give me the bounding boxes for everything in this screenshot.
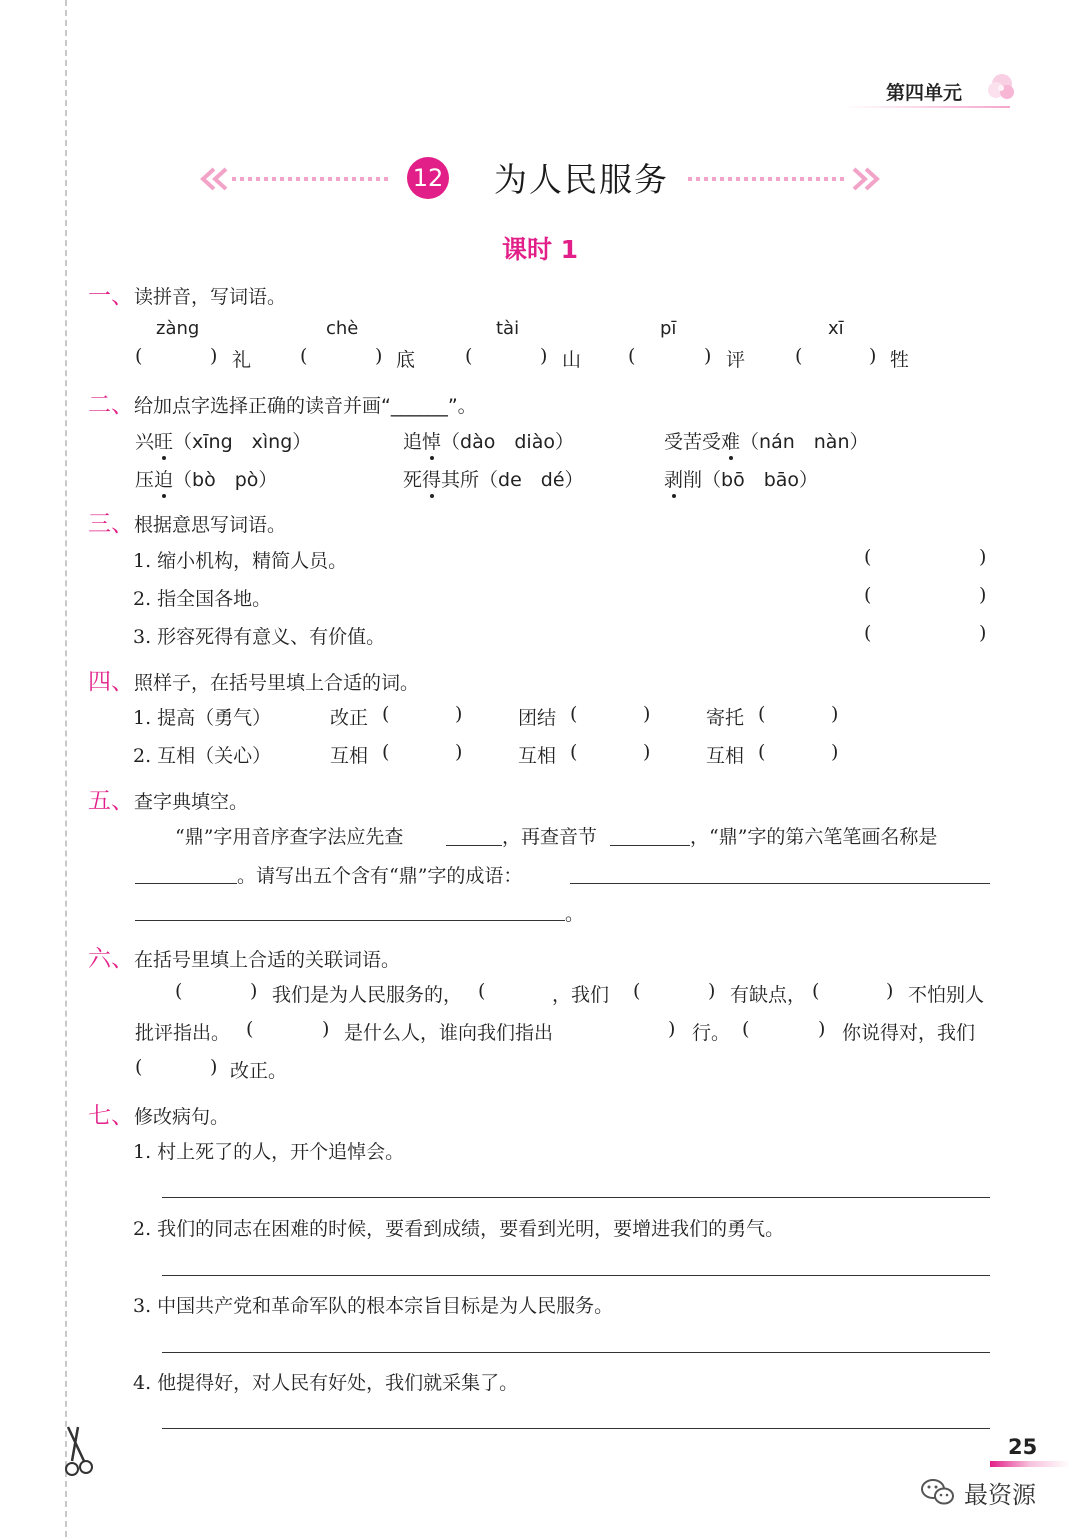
- pinyin: chè: [326, 318, 359, 339]
- section-number: 一、: [88, 283, 134, 309]
- section-4-heading: [88, 663, 419, 696]
- watermark: [920, 1473, 1060, 1513]
- section-number: 六、: [88, 946, 134, 972]
- paren-open: (: [758, 741, 766, 763]
- paren-close: ): [540, 345, 548, 367]
- paren-open: (: [742, 1018, 750, 1040]
- dotted-char: 迫: [154, 465, 173, 492]
- pinyin: xī: [828, 318, 844, 339]
- paren-close: ): [210, 345, 218, 367]
- page-number-bar: [990, 1461, 1070, 1467]
- fill-text: ，再查音节: [502, 826, 598, 848]
- pinyin-options: （de dé）: [479, 469, 584, 491]
- section-title: 读拼音，写词语。: [134, 286, 287, 308]
- answer-blank[interactable]: [135, 920, 565, 921]
- paren-close: ): [210, 1056, 218, 1078]
- paren-close: ): [250, 980, 258, 1002]
- pinyin: zàng: [156, 318, 200, 339]
- meaning-item: 1. 缩小机构，精简人员。: [133, 550, 348, 572]
- paren-close: ): [708, 980, 716, 1002]
- section-3-heading: [88, 505, 286, 538]
- section-number: 三、: [88, 511, 134, 537]
- section-number: 五、: [88, 788, 134, 814]
- paren-open: (: [478, 980, 486, 1002]
- lesson-title-row: [0, 150, 1080, 206]
- dotted-char: 旺: [154, 427, 173, 454]
- word-char: 底: [396, 349, 416, 371]
- paren-open: (: [246, 1018, 254, 1040]
- arrow-left-icon: [200, 166, 395, 192]
- section-title: 根据意思写词语。: [134, 514, 287, 536]
- section-2-heading: [88, 386, 477, 419]
- page-number: 25: [1008, 1435, 1038, 1459]
- paren-open: (: [175, 980, 183, 1002]
- paren-close: ): [979, 622, 987, 644]
- arrow-right-icon: [685, 166, 880, 192]
- faulty-sentence: 4. 他提得好，对人民有好处，我们就采集了。: [133, 1372, 519, 1394]
- paren-open: (: [795, 345, 803, 367]
- pronunciation-item: 剥削（bō bāo）: [664, 465, 818, 492]
- paren-open: (: [465, 345, 473, 367]
- paren-close: ): [455, 703, 463, 725]
- word-char: 评: [726, 349, 746, 371]
- section-number: 二、: [88, 392, 134, 418]
- paren-open: (: [300, 345, 308, 367]
- fill-word: 互相: [330, 745, 369, 767]
- dotted-char: 得: [422, 465, 441, 492]
- fill-word: 互相: [518, 745, 557, 767]
- pinyin-options: （bō bāo）: [702, 469, 819, 491]
- scissors-icon: [62, 1425, 102, 1480]
- meaning-item: 2. 指全国各地。: [133, 588, 272, 610]
- pronunciation-item: 压迫（bò pò）: [135, 465, 277, 492]
- fill-word: 团结: [518, 707, 557, 729]
- wechat-icon: [920, 1477, 956, 1507]
- answer-blank[interactable]: [610, 845, 690, 846]
- dotted-char: 剥: [664, 465, 683, 492]
- meaning-item: 3. 形容死得有意义、有价值。: [133, 626, 386, 648]
- pinyin: tài: [496, 318, 520, 339]
- paren-close: ): [818, 1018, 826, 1040]
- passage-text: 行。: [692, 1022, 731, 1044]
- paren-close: ): [322, 1018, 330, 1040]
- answer-line[interactable]: [162, 1352, 990, 1353]
- pinyin-options: （bò pò）: [173, 469, 278, 491]
- paren-close: ): [886, 980, 894, 1002]
- fill-word: 改正: [330, 707, 369, 729]
- dotted-char: 难: [721, 427, 740, 454]
- paren-open: (: [633, 980, 641, 1002]
- pronunciation-item: 死得其所（de dé）: [403, 465, 584, 492]
- paren-open: (: [570, 741, 578, 763]
- pinyin-options: （dào diào）: [441, 431, 574, 453]
- example-phrase: 1. 提高（勇气）: [133, 707, 272, 729]
- paren-close: ): [979, 546, 987, 568]
- paren-open: (: [628, 345, 636, 367]
- paren-close: ): [455, 741, 463, 763]
- section-number: 四、: [88, 669, 134, 695]
- unit-tag: [840, 70, 1020, 115]
- section-number: 七、: [88, 1103, 134, 1129]
- faulty-sentence: 1. 村上死了的人，开个追悼会。: [133, 1141, 405, 1163]
- paren-close: ): [375, 345, 383, 367]
- faulty-sentence: 2. 我们的同志在困难的时候，要看到成绩，要看到光明，要增进我们的勇气。: [133, 1218, 785, 1240]
- passage-text: 有缺点，: [730, 984, 807, 1006]
- section-title: 在括号里填上合适的关联词语。: [134, 949, 401, 971]
- section-title: 照样子，在括号里填上合适的词。: [134, 672, 420, 694]
- passage-text: ，我们: [552, 984, 610, 1006]
- passage-text: 不怕别人: [908, 984, 985, 1006]
- fill-word: 寄托: [706, 707, 745, 729]
- fill-text: ，“鼎”字的第六笔笔画名称是: [690, 826, 938, 848]
- paren-open: (: [135, 1056, 143, 1078]
- passage-text: 你说得对，我们: [842, 1022, 976, 1044]
- period-heading: 课时 1: [501, 235, 579, 264]
- fill-text: 。请写出五个含有“鼎”字的成语：: [237, 865, 523, 887]
- passage-text: 是什么人，谁向我们指出: [344, 1022, 554, 1044]
- unit-label: 第四单元: [886, 82, 963, 104]
- word-char: 礼: [232, 349, 252, 371]
- pronunciation-item: 受苦受难（nán nàn）: [664, 427, 869, 454]
- answer-line[interactable]: [162, 1275, 990, 1276]
- section-6-heading: [88, 940, 400, 973]
- watermark-text: 最资源: [964, 1481, 1036, 1509]
- pinyin-options: （xīng xìng）: [173, 431, 312, 453]
- fill-word: 互相: [706, 745, 745, 767]
- paren-close: ): [704, 345, 712, 367]
- pronunciation-item: 追悼（dào diào）: [403, 427, 574, 454]
- paren-open: (: [864, 584, 872, 606]
- paren-close: ): [831, 703, 839, 725]
- faulty-sentence: 3. 中国共产党和革命军队的根本宗旨目标是为人民服务。: [133, 1295, 614, 1317]
- section-5-heading: [88, 782, 248, 815]
- fill-text: “鼎”字用音序查字法应先查: [175, 826, 404, 848]
- paren-open: (: [864, 546, 872, 568]
- section-title: 给加点字选择正确的读音并画“______”。: [134, 395, 477, 417]
- paren-close: ): [869, 345, 877, 367]
- paren-close: ): [643, 741, 651, 763]
- fill-text: 。: [565, 903, 585, 925]
- word-char: 牲: [890, 349, 910, 371]
- answer-line[interactable]: [162, 1428, 990, 1429]
- section-1-heading: [88, 277, 286, 310]
- answer-blank[interactable]: [570, 883, 990, 884]
- paren-close: ): [643, 703, 651, 725]
- section-7-heading: [88, 1097, 229, 1130]
- paren-open: (: [812, 980, 820, 1002]
- paren-open: (: [758, 703, 766, 725]
- paren-close: ): [979, 584, 987, 606]
- paren-close: ): [668, 1018, 676, 1040]
- section-title: 修改病句。: [134, 1106, 230, 1128]
- passage-text: 改正。: [230, 1060, 288, 1082]
- dotted-char: 悼: [422, 427, 441, 454]
- paren-open: (: [570, 703, 578, 725]
- word-char: 山: [562, 349, 582, 371]
- paren-open: (: [864, 622, 872, 644]
- paren-open: (: [135, 345, 143, 367]
- flower-icon: [980, 70, 1020, 110]
- lesson-title: 为人民服务: [494, 160, 669, 199]
- answer-blank[interactable]: [135, 883, 237, 884]
- pinyin-options: （nán nàn）: [740, 431, 869, 453]
- passage-text: 我们是为人民服务的，: [272, 984, 463, 1006]
- paren-open: (: [382, 741, 390, 763]
- passage-text: 批评指出。: [135, 1022, 231, 1044]
- answer-blank[interactable]: [446, 845, 502, 846]
- example-phrase: 2. 互相（关心）: [133, 745, 272, 767]
- pinyin: pī: [660, 318, 677, 339]
- pronunciation-item: 兴旺（xīng xìng）: [135, 427, 311, 454]
- section-title: 查字典填空。: [134, 791, 249, 813]
- lesson-number-badge: 12: [407, 157, 449, 199]
- paren-close: ): [831, 741, 839, 763]
- paren-open: (: [382, 703, 390, 725]
- answer-line[interactable]: [162, 1197, 990, 1198]
